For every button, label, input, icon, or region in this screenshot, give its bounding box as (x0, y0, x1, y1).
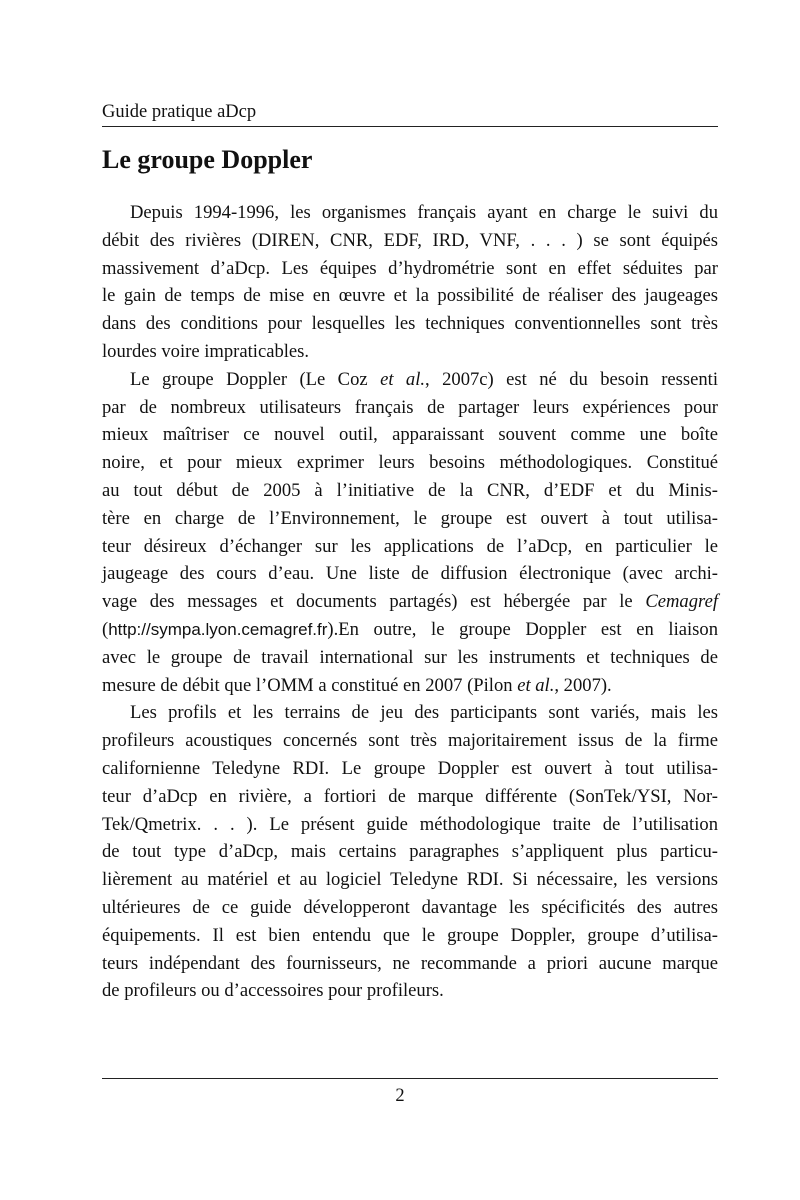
text-line (102, 560, 718, 588)
text-segment: avec le groupe de travail international sur les instruments et techniques de (102, 646, 718, 668)
text-line (102, 672, 718, 700)
text-segment: Le groupe Doppler (Le Coz (130, 368, 381, 390)
text-segment: ultérieures de ce guide développeront davantage les spécificités des autres (102, 896, 718, 918)
text-line (102, 282, 718, 310)
italic-text: et al. (517, 674, 555, 696)
paragraph (102, 366, 718, 700)
text-segment: lièrement au matériel et au logiciel Teledyne RDI. Si nécessaire, les versions (102, 869, 718, 891)
text-segment: mieux maîtriser ce nouvel outil, apparaissant souvent comme une boîte (102, 424, 718, 446)
text-segment: vage des messages et documents partagés) est hébergée par le (102, 591, 646, 613)
text-segment: équipements. Il est bien entendu que le groupe Doppler, groupe d’utilisa- (102, 924, 718, 946)
text-line (102, 533, 718, 561)
text-line (102, 894, 718, 922)
italic-text: et al. (380, 368, 426, 390)
text-line (102, 227, 718, 255)
running-header: Guide pratique aDcp (102, 102, 257, 122)
paragraph (102, 699, 718, 1005)
text-line (102, 199, 718, 227)
url-link[interactable]: http://sympa.lyon.cemagref.fr (108, 619, 328, 639)
text-line (102, 977, 718, 1005)
text-segment: teur d’aDcp en rivière, a fortiori de marque différente (SonTek/YSI, Nor- (102, 785, 718, 807)
text-line (102, 838, 718, 866)
footer-rule (102, 1078, 718, 1079)
paragraph (102, 199, 718, 366)
text-line (102, 644, 718, 672)
text-line (102, 727, 718, 755)
text-segment: teurs indépendant des fournisseurs, ne recommande a priori aucune marque (102, 952, 718, 974)
text-segment: Tek/Qmetrix. . . ). Le présent guide méthodologique traite de l’utilisation (102, 813, 718, 835)
text-segment: Depuis 1994-1996, les organismes français ayant en charge le suivi du (130, 202, 718, 223)
body-text (102, 199, 718, 1005)
text-segment: , 2007). (554, 674, 612, 696)
text-line (102, 866, 718, 894)
text-segment: noire, et pour mieux exprimer leurs besoins méthodologiques. Constitué (102, 452, 718, 474)
text-segment: de tout type d’aDcp, mais certains paragraphes s’appliquent plus particu- (102, 841, 718, 863)
text-segment: tère en charge de l’Environnement, le groupe est ouvert à tout utilisa- (102, 507, 718, 529)
text-segment: débit des rivières (DIREN, CNR, EDF, IRD, VNF, . . . ) se sont équipés (102, 229, 718, 251)
text-line (102, 449, 718, 477)
text-line (102, 310, 718, 338)
text-line (102, 811, 718, 839)
text-segment: , 2007c) est né du besoin ressenti (425, 368, 719, 390)
text-line (102, 366, 718, 394)
text-line (102, 755, 718, 783)
header-rule (102, 126, 718, 127)
text-segment: ( (102, 618, 109, 640)
text-line (102, 505, 718, 533)
text-line (102, 255, 718, 283)
text-segment: dans des conditions pour lesquelles les techniques conventionnelles sont très (102, 313, 718, 335)
text-segment: au tout début de 2005 à l’initiative de la CNR, d’EDF et du Minis- (102, 479, 718, 501)
italic-text: Cemagref (645, 591, 718, 613)
text-line (102, 783, 718, 811)
text-segment: lourdes voire impraticables. (102, 340, 310, 362)
text-segment: mesure de débit que l’OMM a constitué en 2007 (Pilon (102, 674, 518, 696)
text-line (102, 922, 718, 950)
text-segment: californienne Teledyne RDI. Le groupe Doppler est ouvert à tout utilisa- (102, 757, 718, 779)
text-segment: jaugeage des cours d’eau. Une liste de diffusion électronique (avec archi- (102, 563, 718, 585)
text-line (102, 421, 718, 449)
text-segment: de profileurs ou d’accessoires pour profileurs. (102, 980, 444, 1002)
text-segment: Les profils et les terrains de jeu des participants sont variés, mais les (130, 702, 718, 724)
text-segment: profileurs acoustiques concernés sont très majoritairement issus de la firme (102, 730, 718, 752)
text-line (102, 616, 718, 644)
text-segment: le gain de temps de mise en œuvre et la possibilité de réaliser des jaugeages (102, 285, 718, 307)
text-line (102, 338, 718, 366)
section-title: Le groupe Doppler (102, 145, 313, 174)
text-segment: massivement d’aDcp. Les équipes d’hydrométrie sont en effet séduites par (102, 257, 718, 279)
text-line (102, 699, 718, 727)
text-segment: teur désireux d’échanger sur les applications de l’aDcp, en particulier le (102, 535, 718, 557)
text-line (102, 588, 718, 616)
text-segment: par de nombreux utilisateurs français de partager leurs expériences pour (102, 396, 718, 418)
text-line (102, 394, 718, 422)
text-line (102, 477, 718, 505)
page-number: 2 (395, 1086, 405, 1106)
text-line (102, 950, 718, 978)
text-segment: ).En outre, le groupe Doppler est en liaison (327, 618, 718, 640)
